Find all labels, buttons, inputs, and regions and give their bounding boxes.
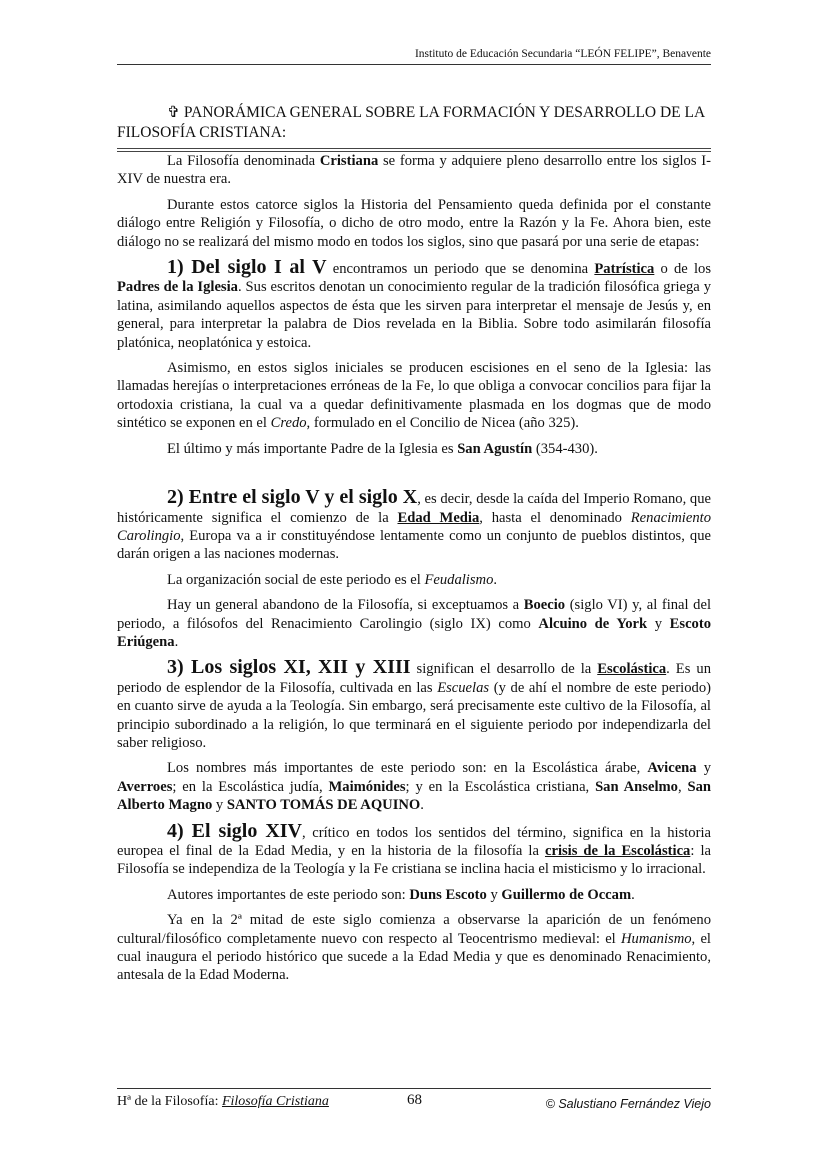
text-run: . xyxy=(631,886,635,903)
emphasis-text: Boecio xyxy=(523,597,566,614)
paragraph xyxy=(117,571,711,589)
emphasis-text: Edad Media xyxy=(397,509,480,526)
text-run: y xyxy=(696,760,711,777)
text-run: ; y en la Escolástica cristiana, xyxy=(405,778,596,795)
document-body xyxy=(117,152,711,992)
text-run: . xyxy=(420,797,424,814)
emphasis-text: Escolástica xyxy=(597,661,667,678)
footer-subject-prefix: Hª de la Filosofía: xyxy=(117,1094,222,1109)
paragraph xyxy=(117,658,711,752)
paragraph xyxy=(117,258,711,352)
footer-author: © Salustiano Fernández Viejo xyxy=(545,1097,711,1111)
text-run: Los nombres más importantes de este periodo son: en la Escolástica árabe, xyxy=(167,760,648,777)
emphasis-text: Avicena xyxy=(647,760,697,777)
text-run: , crítico en todos los sentidos del término, significa en la historia europea el final de la Edad Media, y en la historia de la filosofía la xyxy=(117,824,711,859)
text-run: Autores importantes de este periodo son: xyxy=(167,886,410,903)
footer-subject xyxy=(117,1094,329,1110)
text-run: . Es un periodo de esplendor de la Filosofía, cultivada en las xyxy=(117,661,711,696)
paragraph xyxy=(117,152,711,189)
emphasis-text: Averroes xyxy=(117,778,173,795)
emphasis-text: Alcuino de York xyxy=(538,615,648,632)
text-run: . xyxy=(174,633,179,650)
text-run: Ya en la 2ª mitad de este siglo comienza a observarse la aparición de un fenómeno cultural/filosófico completamente nuevo con respecto al Teocentrismo medieval: el xyxy=(117,912,711,947)
cross-icon: ✞ xyxy=(167,104,180,121)
footer-subject-title: Filosofía Cristiana xyxy=(221,1094,329,1109)
emphasis-text: 1) Del siglo I al V xyxy=(167,256,327,279)
text-run: . Sus escritos denotan un conocimiento regular de la tradición filosófica griega y latina, asimilando aquellos aspectos de ésta que les sirven para interpretar el mensaje de Jesús y, en general, para interpretar la palabra de Dios revelada en la Biblia. Sobre todo asimilarán filosofía platónica, neoplatónica y estoica. xyxy=(117,279,711,351)
paragraph xyxy=(117,440,711,458)
text-run: (y de ahí el nombre de este periodo) en cuanto sirve de ayuda a la Teología. Sin embargo, será precisamente este cultivo de la Filosofía, al principio subordinado a la religión, lo que terminará en el siguiente periodo por independizarla del saber religioso. xyxy=(117,679,711,751)
emphasis-text: San Anselmo xyxy=(595,778,678,795)
text-run: (354-430). xyxy=(532,440,598,457)
emphasis-text: Escoto Eriúgena xyxy=(117,615,712,650)
paragraph xyxy=(117,911,711,985)
paragraph xyxy=(117,196,711,251)
emphasis-text: Feudalismo xyxy=(424,571,494,588)
emphasis-text: Patrística xyxy=(594,261,655,278)
emphasis-text: Cristiana xyxy=(319,153,379,169)
text-run: : la Filosofía se independiza de la Teología y la Fe cristiana se inclina hacia el misticismo y lo irracional. xyxy=(117,843,711,878)
page-header xyxy=(117,48,711,65)
text-run: encontramos un periodo que se denomina xyxy=(326,261,595,278)
paragraph xyxy=(117,488,711,564)
emphasis-text: crisis de la Escolástica xyxy=(544,843,691,859)
emphasis-text: SANTO TOMÁS DE AQUINO xyxy=(226,797,421,814)
emphasis-text: 3) Los siglos XI, XII y XIII xyxy=(167,656,411,679)
text-run: Asimismo, en estos siglos iniciales se producen escisiones en el seno de la Iglesia: las llamadas herejías o interpretaciones erróneas de la Fe, lo que obliga a convocar concilios para fijar la ortodoxia cristiana, la cual va a quedar definitivamente plasmada en los dogmas que de modo sintético se exponen en el xyxy=(117,360,711,432)
section-title xyxy=(117,103,711,152)
emphasis-text: Maimónides xyxy=(328,778,406,795)
text-run: y xyxy=(486,886,502,903)
text-run: , formulado en el Concilio de Nicea (año 325). xyxy=(306,415,579,432)
text-run: significan el desarrollo de la xyxy=(410,661,598,678)
paragraph xyxy=(117,886,711,904)
text-run: y xyxy=(647,615,670,632)
text-run: La organización social de este periodo es el xyxy=(167,571,425,588)
emphasis-text: Escuelas xyxy=(437,679,490,696)
text-run: , xyxy=(677,778,688,795)
page-footer xyxy=(117,1088,711,1114)
text-run: o de los xyxy=(654,261,711,278)
text-run: (siglo VI) y, al final del periodo, a filósofos del Renacimiento Carolingio (siglo IX) como xyxy=(117,597,712,632)
paragraph xyxy=(117,596,711,651)
page-number: 68 xyxy=(407,1092,422,1108)
emphasis-text: Renacimiento Carolingio xyxy=(117,509,711,544)
text-run: El último y más importante Padre de la Iglesia es xyxy=(167,440,458,457)
emphasis-text: Guillermo de Occam xyxy=(501,886,632,903)
paragraph xyxy=(117,819,711,879)
paragraph xyxy=(117,759,711,814)
title-text: PANORÁMICA GENERAL SOBRE LA FORMACIÓN Y DESARROLLO DE LA FILOSOFÍA CRISTIANA: xyxy=(117,104,705,141)
text-run: , Europa va a ir constituyéndose lentamente como un conjunto de pueblos distintos, que darán origen a las naciones modernas. xyxy=(117,527,711,563)
text-run: ; en la Escolástica judía, xyxy=(172,778,329,795)
emphasis-text: Credo xyxy=(270,415,307,432)
emphasis-text: Humanismo xyxy=(621,930,692,947)
text-run: . xyxy=(493,571,498,588)
text-run: , el cual inaugura el periodo histórico que sucede a la Edad Media y que es denominado Renacimiento, antesala de la Edad Moderna. xyxy=(117,930,711,984)
emphasis-text: 2) Entre el siglo V y el siglo X xyxy=(167,486,418,509)
text-run: y xyxy=(212,797,227,814)
text-run: La Filosofía denominada xyxy=(167,153,320,169)
text-run: Hay un general abandono de la Filosofía, si exceptuamos a xyxy=(167,597,524,614)
header-institution: Instituto de Educación Secundaria “LEÓN FELIPE”, Benavente xyxy=(414,48,711,60)
paragraph xyxy=(117,359,711,433)
emphasis-text: 4) El siglo XIV xyxy=(167,819,302,842)
text-run: se forma y adquiere pleno desarrollo entre los siglos I-XIV de nuestra era. xyxy=(117,153,711,188)
emphasis-text: San Agustín xyxy=(457,440,533,457)
emphasis-text: Duns Escoto xyxy=(409,886,487,903)
text-run: , hasta el denominado xyxy=(479,509,631,526)
text-run: , es decir, desde la caída del Imperio Romano, que históricamente significa el comienzo de la xyxy=(117,491,711,526)
emphasis-text: San Alberto Magno xyxy=(117,778,712,814)
emphasis-text: Padres de la Iglesia xyxy=(117,279,238,296)
text-run: Durante estos catorce siglos la Historia del Pensamiento queda definida por el constante diálogo entre Religión y Filosofía, o dicho de otro modo, entre la Razón y la Fe. Ahora bien, este diálogo no se realizará del mismo modo en todos los siglos, sino que pasará por una serie de etapas: xyxy=(117,196,711,250)
